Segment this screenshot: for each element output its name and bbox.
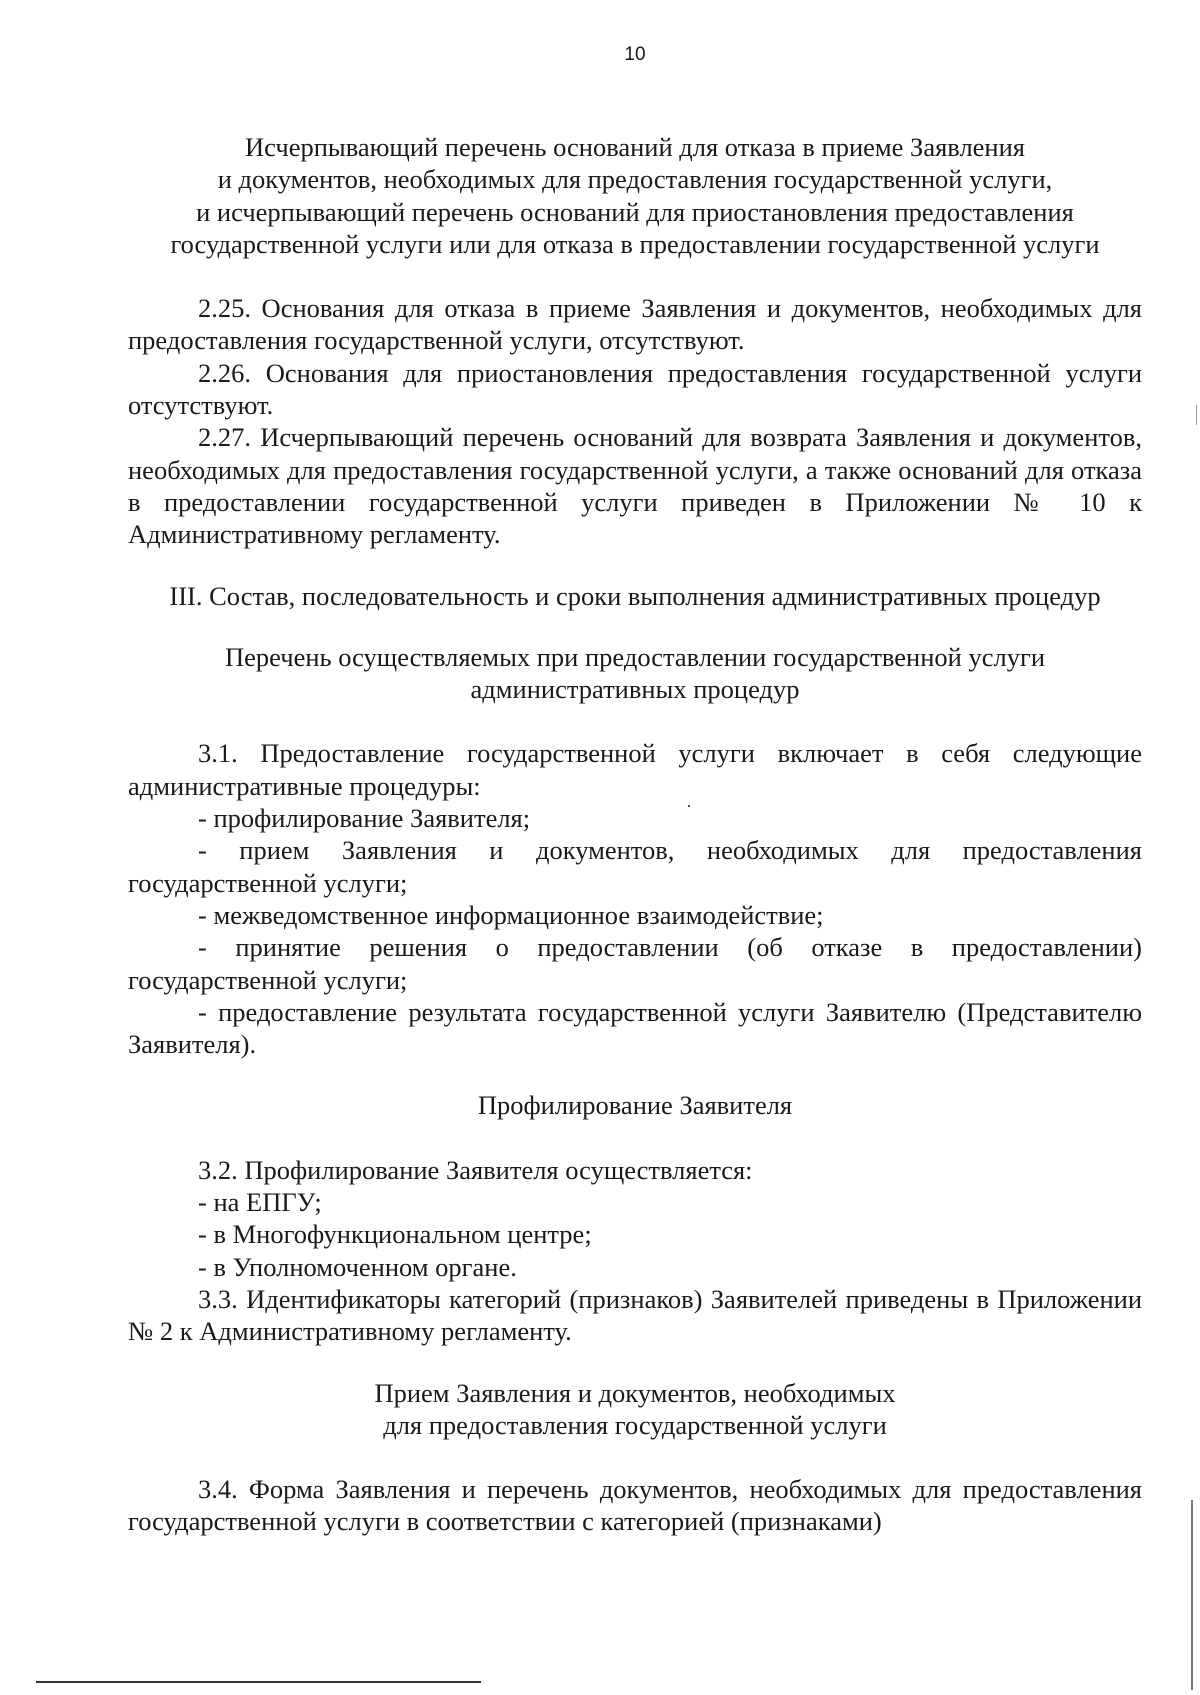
- list-item: - принятие решения о предоставлении (об отказе в предоставлении) государственной услуги;: [128, 932, 1142, 995]
- page-number: 10: [624, 44, 646, 65]
- document-body: [128, 131, 1142, 1538]
- paragraph-3-1: 3.1. Предоставление государственной услуги включает в себя следующие административные процедуры:: [128, 738, 1142, 801]
- paragraph-2-26: 2.26. Основания для приостановления предоставления государственной услуги отсутствуют.: [128, 357, 1142, 421]
- list-item: - в Многофункциональном центре;: [198, 1219, 592, 1250]
- heading-line: Прием Заявления и документов, необходимых: [374, 1377, 896, 1408]
- heading-procedures-list: [128, 641, 1142, 706]
- heading-application-intake: [128, 1377, 1142, 1442]
- list-item: - прием Заявления и документов, необходимых для предоставления государственной услуги;: [128, 835, 1142, 898]
- paragraph-2-25: 2.25. Основания для отказа в приеме Заявления и документов, необходимых для предоставления государственной услуги, отсутствуют.: [128, 293, 1142, 356]
- list-item: - профилирование Заявителя;: [198, 803, 531, 834]
- heading-line: для предоставления государственной услуги: [383, 1409, 887, 1440]
- heading-line: и исчерпывающий перечень оснований для приостановления предоставления: [196, 196, 1074, 227]
- paragraph-3-2: 3.2. Профилирование Заявителя осуществляется:: [198, 1154, 753, 1185]
- heading-line: государственной услуги или для отказа в предоставлении государственной услуги: [170, 228, 1100, 259]
- scan-speck: [688, 805, 690, 807]
- heading-line: административных процедур: [470, 674, 800, 705]
- paragraph-3-3: 3.3. Идентификаторы категорий (признаков) Заявителей приведены в Приложении № 2 к Административному регламенту.: [128, 1283, 1142, 1347]
- list-item: - межведомственное информационное взаимодействие;: [198, 899, 824, 930]
- footnote-rule: [36, 1681, 481, 1683]
- heading-profiling: Профилирование Заявителя: [477, 1090, 793, 1121]
- heading-refusal-grounds: [128, 131, 1142, 260]
- paragraph-2-27: 2.27. Исчерпывающий перечень оснований для возврата Заявления и документов, необходимых для предоставления государственной услуги, а также оснований для отказа в предоставлении государственной услуги приведен в Приложении № 10 к Административному регламенту.: [128, 422, 1142, 550]
- paragraph-3-4: 3.4. Форма Заявления и перечень документов, необходимых для предоставления государственной услуги в соответствии с категорией (признаками): [128, 1474, 1142, 1537]
- list-item: - предоставление результата государственной услуги Заявителю (Представителю Заявителя).: [128, 996, 1142, 1060]
- heading-line: Перечень осуществляемых при предоставлении государственной услуги: [224, 641, 1045, 672]
- list-item: - на ЕПГУ;: [198, 1187, 322, 1218]
- list-item: - в Уполномоченном органе.: [198, 1251, 517, 1282]
- heading-line: и документов, необходимых для предоставления государственной услуги,: [217, 164, 1053, 195]
- section-3-title: III. Состав, последовательность и сроки выполнения административных процедур: [169, 580, 1101, 611]
- scan-edge-line: [1191, 1500, 1193, 1690]
- scan-edge-mark: [1196, 405, 1197, 425]
- heading-line: Исчерпывающий перечень оснований для отказа в приеме Заявления: [245, 132, 1025, 162]
